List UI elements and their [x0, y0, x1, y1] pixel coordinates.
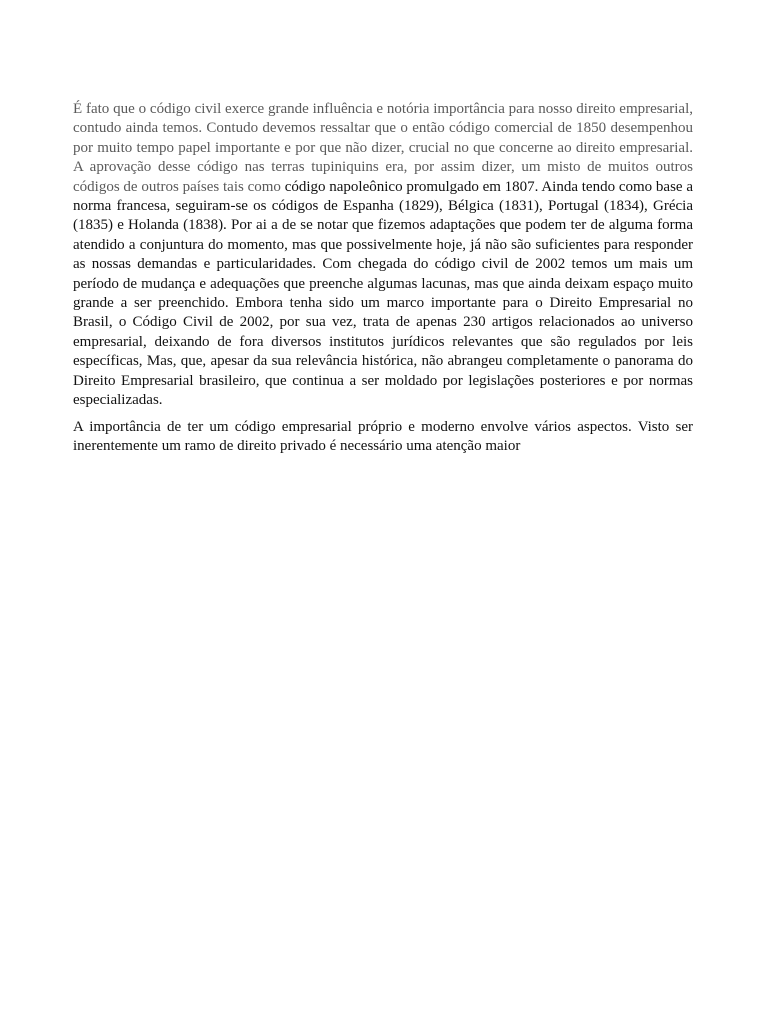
- paragraph-1: [73, 100, 693, 411]
- paragraph-2-text: A importância de ter um código empresarial próprio e moderno envolve vários aspectos. Visto ser inerentemente um ramo de direito privado é necessário uma atenção maior: [73, 418, 693, 454]
- paragraph-1-intro-text: É fato que o código civil exerce grande influência e notória importância para nosso direito empresarial, contudo ainda temos. Contudo devemos ressaltar que o então código comercial de 1850 desempenhou por muito tempo papel importante e por que não dizer, crucial no que concerne ao direito empresarial. A aprovação desse código nas terras tupiniquins era, por assim dizer, um misto de muitos outros códigos de outros países tais como: [73, 101, 693, 195]
- paragraph-2: [73, 418, 693, 457]
- paragraph-1-main-text: código napoleônico promulgado em 1807. Ainda tendo como base a norma francesa, seguiram-se os códigos de Espanha (1829), Bélgica (1831), Portugal (1834), Grécia (1835) e Holanda (1838). Por ai a de se notar que fizemos adaptações que podem ter de alguma forma atendido a conjuntura do momento, mas que possivelmente hoje, já não são suficientes para responder as nossas demandas e particularidades. Com chegada do código civil de 2002 temos um mais um período de mudança e adequações que preenche algumas lacunas, mas que ainda deixam espaço muito grande a ser preenchido. Embora tenha sido um marco importante para o Direito Empresarial no Brasil, o Código Civil de 2002, por sua vez, trata de apenas 230 artigos relacionados ao universo empresarial, deixando de fora diversos institutos jurídicos relevantes que são regulados por leis específicas, Mas, que, apesar da sua relevância histórica, não abrangeu completamente o panorama do Direito Empresarial brasileiro, que continua a ser moldado por legislações posteriores e por normas especializadas.: [73, 178, 693, 409]
- document-page: [73, 100, 693, 463]
